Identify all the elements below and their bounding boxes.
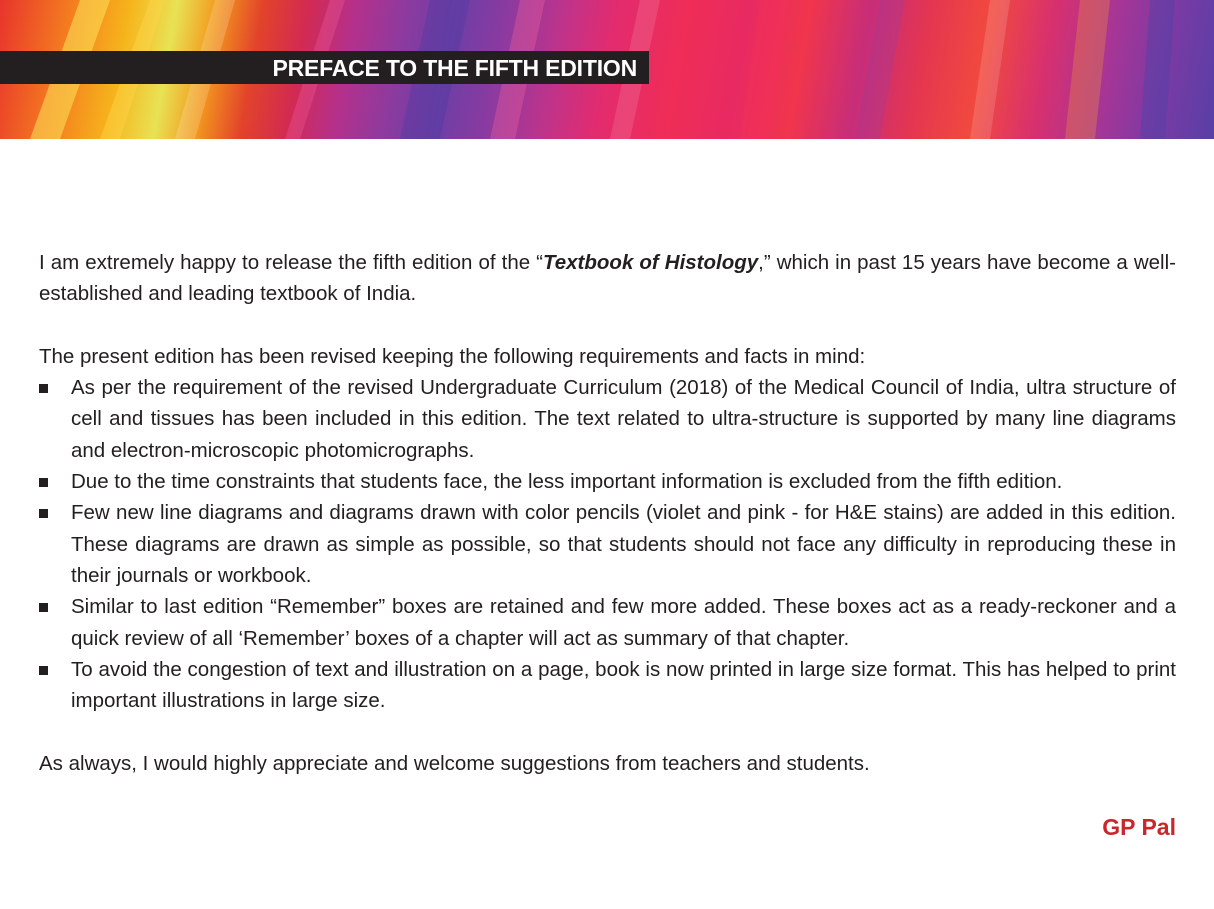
list-item bbox=[39, 497, 1176, 591]
square-bullet-icon bbox=[39, 509, 48, 518]
square-bullet-icon bbox=[39, 384, 48, 393]
intro-paragraph bbox=[39, 247, 1176, 310]
intro-after: ,” which in past 15 years have become a well-established and leading textbook of India. bbox=[39, 251, 1176, 306]
list-item-text: Similar to last edition “Remember” boxes are retained and few more added. These boxes act as a ready-reckoner and a quick review of all ‘Remember’ boxes of a chapter will act as summary of that chapter. bbox=[71, 595, 1176, 650]
list-item bbox=[39, 466, 1176, 497]
list-item-text: To avoid the congestion of text and illustration on a page, book is now printed in large size format. This has helped to print important illustrations in large size. bbox=[71, 657, 1176, 713]
preface-body bbox=[39, 247, 1176, 779]
square-bullet-icon bbox=[39, 666, 48, 675]
square-bullet-icon bbox=[39, 603, 48, 612]
author-signature: GP Pal bbox=[1102, 814, 1176, 840]
list-item bbox=[39, 372, 1176, 466]
lead-paragraph: The present edition has been revised keeping the following requirements and facts in mind: bbox=[39, 344, 866, 368]
list-item bbox=[39, 591, 1176, 654]
requirements-list bbox=[39, 372, 1176, 716]
header-banner bbox=[0, 0, 1214, 139]
book-title: Textbook of Histology bbox=[542, 251, 759, 274]
list-item-text: Few new line diagrams and diagrams drawn with color pencils (violet and pink - for H&E stains) are added in this edition. These diagrams are drawn as simple as possible, so that students should not face any difficulty in reproducing these in their journals or workbook. bbox=[71, 501, 1176, 587]
list-item bbox=[39, 654, 1176, 717]
page-title: PREFACE TO THE FIFTH EDITION bbox=[272, 55, 637, 81]
square-bullet-icon bbox=[39, 478, 48, 487]
intro-before: I am extremely happy to release the fifth edition of the “ bbox=[39, 251, 543, 274]
title-bar bbox=[0, 51, 649, 84]
closing-paragraph: As always, I would highly appreciate and welcome suggestions from teachers and students. bbox=[39, 751, 870, 775]
list-item-text: Due to the time constraints that students face, the less important information is excluded from the fifth edition. bbox=[71, 470, 1063, 494]
list-item-text: As per the requirement of the revised Undergraduate Curriculum (2018) of the Medical Council of India, ultra structure of cell and tissues has been included in this edition. The text related to ultra-structure is supported by many line diagrams and electron-microscopic photomicrographs. bbox=[71, 376, 1176, 462]
